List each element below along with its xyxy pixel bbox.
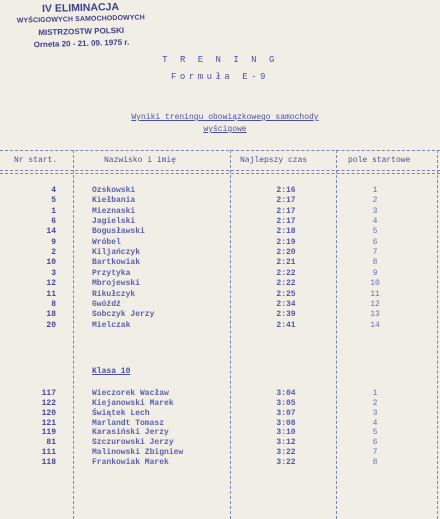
- grid-position: 12: [370, 299, 380, 309]
- table-row: [0, 186, 440, 197]
- driver-name: Karasiński Jerzy: [92, 428, 169, 438]
- driver-name: Sobczyk Jerzy: [92, 310, 155, 320]
- best-time: 3:05: [276, 398, 296, 408]
- grid-position: 6: [372, 237, 378, 247]
- grid-position: 3: [372, 408, 378, 418]
- best-time: 2:22: [276, 268, 296, 278]
- formula-heading: Formuła E-9: [171, 72, 269, 82]
- best-time: 3:22: [276, 457, 296, 467]
- grid-position: 2: [372, 196, 378, 206]
- start-number: 6: [51, 217, 56, 227]
- table-row: [0, 238, 440, 249]
- driver-name: Mielczak: [92, 320, 131, 330]
- start-number: 18: [46, 310, 56, 320]
- best-time: 2:39: [276, 310, 296, 320]
- header-name: Nazwisko i imię: [104, 156, 177, 165]
- start-number: 14: [46, 227, 56, 237]
- best-time: 2:16: [276, 186, 296, 195]
- grid-position: 4: [372, 217, 378, 227]
- header-best-time: Najlepszy czas: [240, 156, 308, 165]
- driver-name: Jagielski: [92, 217, 136, 227]
- start-number: 20: [46, 320, 56, 330]
- table-row: [0, 300, 440, 311]
- start-number: 12: [46, 279, 56, 289]
- start-number: 1: [51, 206, 56, 216]
- grid-position: 5: [372, 428, 378, 438]
- start-number: 120: [41, 408, 56, 418]
- best-time: 3:08: [276, 418, 296, 428]
- start-number: 81: [46, 438, 56, 448]
- start-number: 5: [51, 196, 56, 206]
- driver-name: Kiełbania: [92, 196, 136, 206]
- header-start-no: Nr start.: [14, 156, 58, 165]
- grid-position: 4: [372, 418, 378, 428]
- grid-position: 3: [372, 206, 378, 216]
- start-number: 3: [51, 268, 56, 278]
- start-number: 111: [41, 448, 56, 458]
- grid-position: 9: [372, 268, 378, 278]
- event-stamp: [5, 0, 156, 52]
- stamp-line-3: MISTRZOSTW POLSKI: [38, 25, 125, 38]
- driver-name: Rikułczyk: [92, 289, 136, 299]
- driver-name: Wróbel: [92, 237, 121, 247]
- grid-position: 1: [372, 389, 378, 398]
- grid-position: 2: [372, 398, 378, 408]
- grid-position: 7: [372, 448, 378, 458]
- grid-position: 11: [370, 289, 380, 299]
- start-number: 9: [51, 237, 56, 247]
- grid-position: 14: [370, 320, 380, 330]
- best-time: 2:25: [276, 289, 296, 299]
- subtitle-line-1: Wyniki treningu obowiązkowego samochody: [131, 113, 319, 122]
- start-number: 2: [51, 248, 56, 258]
- driver-name: Gwóźdź: [92, 299, 121, 309]
- start-number: 11: [46, 289, 56, 299]
- driver-name: Frankowiak Marek: [92, 457, 169, 467]
- start-number: 122: [41, 398, 56, 408]
- driver-name: Mieznaski: [92, 206, 136, 216]
- driver-name: Kiejanowski Marek: [92, 398, 174, 408]
- grid-position: 8: [372, 457, 378, 467]
- best-time: 3:04: [276, 389, 296, 398]
- stamp-line-4: Orneta 20 - 21. 09. 1975 r.: [33, 37, 130, 50]
- table-row: [0, 196, 440, 207]
- best-time: 3:07: [276, 408, 296, 418]
- best-time: 3:12: [276, 438, 296, 448]
- grid-position: 5: [372, 227, 378, 237]
- driver-name: Wieczorek Wacław: [92, 389, 169, 398]
- driver-name: Bartkowiak: [92, 258, 141, 268]
- results-subtitle: [90, 112, 360, 136]
- start-number: 118: [41, 457, 56, 467]
- subtitle-line-2: wyścigowe: [203, 125, 247, 134]
- table-top-rule: [0, 150, 440, 151]
- start-number: 121: [41, 418, 56, 428]
- table-header-rule-2: [0, 173, 440, 174]
- table-row: [0, 321, 440, 332]
- table-header-rule: [0, 170, 440, 171]
- table-row: [0, 248, 440, 259]
- grid-position: 7: [372, 248, 378, 258]
- driver-name: Kiljańczyk: [92, 248, 141, 258]
- start-number: 4: [51, 186, 56, 195]
- best-time: 3:22: [276, 448, 296, 458]
- grid-position: 8: [372, 258, 378, 268]
- best-time: 2:18: [276, 227, 296, 237]
- table-row: [0, 207, 440, 218]
- table-row: [0, 227, 440, 238]
- start-number: 119: [41, 428, 56, 438]
- start-number: 10: [46, 258, 56, 268]
- section-klasa-10: Klasa 10: [92, 367, 131, 376]
- driver-name: Marlandt Tomasz: [92, 418, 165, 428]
- table-row: [0, 279, 440, 290]
- document-title: T R E N I N G: [162, 55, 278, 65]
- driver-name: Mbrojewski: [92, 279, 141, 289]
- best-time: 2:17: [276, 217, 296, 227]
- grid-position: 10: [370, 279, 380, 289]
- best-time: 2:21: [276, 258, 296, 268]
- table-row: [0, 290, 440, 301]
- table-row: [0, 458, 440, 469]
- best-time: 2:19: [276, 237, 296, 247]
- driver-name: Malinowski Zbigniew: [92, 448, 184, 458]
- best-time: 2:34: [276, 299, 296, 309]
- best-time: 2:22: [276, 279, 296, 289]
- table-row: [0, 269, 440, 280]
- header-grid: pole startowe: [348, 156, 411, 165]
- grid-position: 13: [370, 310, 380, 320]
- best-time: 3:10: [276, 428, 296, 438]
- grid-position: 1: [372, 186, 378, 195]
- driver-name: Bogusławski: [92, 227, 145, 237]
- stamp-line-2: WYŚCIGOWYCH SAMOCHODOWYCH: [16, 14, 145, 25]
- table-row: [0, 258, 440, 269]
- best-time: 2:17: [276, 206, 296, 216]
- start-number: 8: [51, 299, 56, 309]
- driver-name: Szczurowski Jerzy: [92, 438, 174, 448]
- table-row: [0, 217, 440, 228]
- driver-name: Przytyka: [92, 268, 131, 278]
- driver-name: Świątek Lech: [92, 408, 150, 418]
- best-time: 2:20: [276, 248, 296, 258]
- best-time: 2:41: [276, 320, 296, 330]
- best-time: 2:17: [276, 196, 296, 206]
- stamp-line-1: IV ELIMINACJA: [41, 1, 120, 16]
- grid-position: 6: [372, 438, 378, 448]
- driver-name: Ozskowski: [92, 186, 136, 195]
- table-row: [0, 310, 440, 321]
- start-number: 117: [41, 389, 56, 398]
